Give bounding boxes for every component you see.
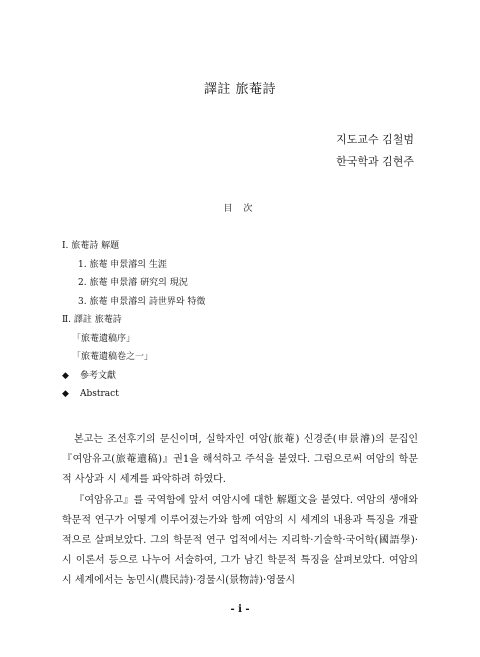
page-title: 譯註 旅菴詩 xyxy=(203,82,277,97)
toc-extra-label: Abstract xyxy=(80,389,119,399)
toc-item: Ⅰ. 旅菴詩 解題 xyxy=(62,241,120,251)
abstract-body xyxy=(62,430,418,592)
student-name: 한국학과 김현주 xyxy=(336,155,414,168)
toc-extra-item xyxy=(62,367,205,386)
toc-item: 「旅菴遺稿序」 xyxy=(72,333,136,344)
toc-item: 3. 旅菴 申景濬의 詩世界와 特徵 xyxy=(78,296,206,307)
toc-item: Ⅱ. 譯註 旅菴詩 xyxy=(62,315,122,325)
toc-item: 「旅菴遺稿卷之一」 xyxy=(72,352,154,362)
body-paragraph: 『여암유고』를 국역함에 앞서 여암시에 대한 解題文을 붙였다. 여암의 생애와 학문적 연구가 어떻게 이루어졌는가와 함께 여암의 시 세계의 내용과 특징을 개괄적으로 살펴보았다. 그의 학문적 연구 업적에서는 지리학·기술학·국어학(國語學)·시 이론서 등으로 나누어 서술하여, 그가 남긴 학문적 특징을 살펴보았다. 여암의 시 세계에서는 농민시(農民詩)·경물시(景物詩)·영물시 xyxy=(62,494,418,587)
toc-heading: 目 次 xyxy=(223,204,257,214)
toc-extra-label: 參考文獻 xyxy=(80,370,117,381)
toc-item: 2. 旅菴 申景濬 硏究의 現況 xyxy=(78,278,188,288)
diamond-bullet-icon: ◆ xyxy=(62,389,69,399)
diamond-bullet-icon: ◆ xyxy=(62,370,69,381)
advisor-name: 지도교수 김철범 xyxy=(336,133,414,146)
table-of-contents xyxy=(62,237,205,404)
toc-item: 1. 旅菴 申景濬의 生涯 xyxy=(78,259,167,270)
toc-extra-item xyxy=(62,385,205,404)
body-paragraph: 본고는 조선후기의 문신이며, 실학자인 여암(旅菴) 신경준(申景濬)의 문집인 『여암유고(旅菴遺稿)』권1을 해석하고 주석을 붙였다. 그럼으로써 여암의 학문적 사상과 시 세계를 파악하려 하였다. xyxy=(62,434,418,486)
page-number: - i - xyxy=(230,604,250,615)
